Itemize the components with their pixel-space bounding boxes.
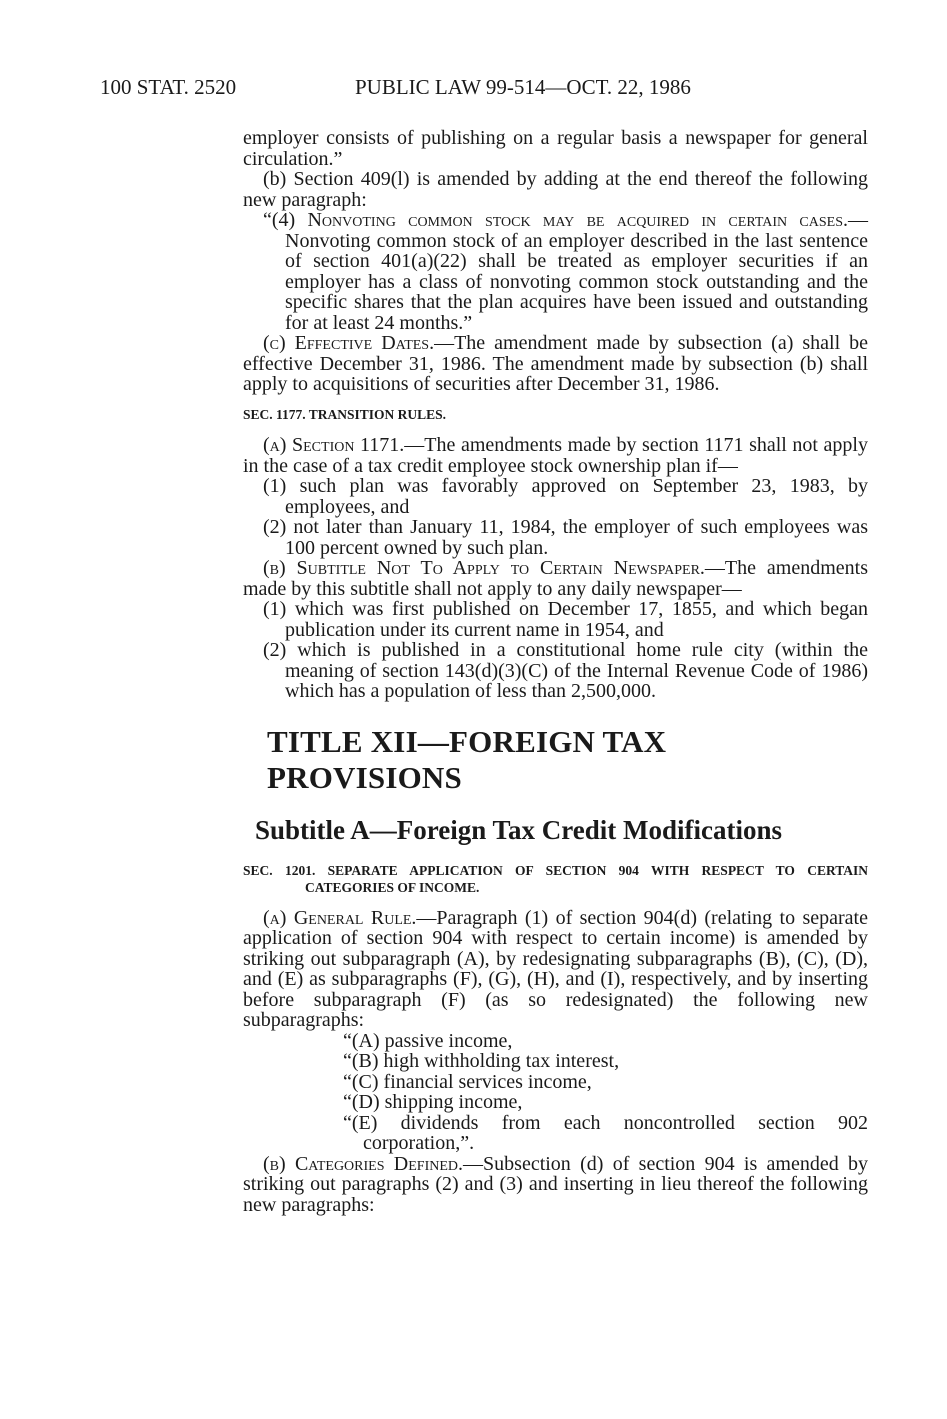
paragraph [243, 908, 868, 1031]
list-item: “(D) shipping income, [343, 1091, 523, 1113]
paragraph-text: —Paragraph (1) of section 904(d) (relating to separate application of section 904 with respect to certain income) is amended by striking out subparagraph (A), by redesignating subparagraphs (B), (C), (D), and (E) as subparagraphs (F), (G), (H), and (I), respectively, and by inserting before subparagraph (F) (as so redesignated) the following new subparagraphs: [243, 906, 868, 1031]
paragraph [243, 558, 868, 599]
paragraph [243, 1154, 868, 1216]
paragraph [243, 435, 868, 476]
paragraph-heading: (b) Categories Defined. [263, 1152, 464, 1175]
list-item: “(A) passive income, [343, 1029, 513, 1052]
paragraph [243, 333, 868, 395]
statute-page-number: 100 STAT. 2520 [100, 75, 237, 99]
running-head: PUBLIC LAW 99-514—OCT. 22, 1986 [355, 75, 691, 99]
section-heading: SEC. 1177. TRANSITION RULES. [243, 406, 447, 422]
list-item: “(E) dividends from each noncontrolled section 902 corporation,”. [343, 1111, 868, 1154]
paragraph-text: —The amendment made by subsection (a) shall be effective December 31, 1986. The amendment made by subsection (b) shall apply to acquisitions of securities after December 31, 1986. [243, 332, 868, 395]
paragraph: (2) not later than January 11, 1984, the employer of such employees was 100 percent owned by such plan. [263, 516, 868, 559]
paragraph: (2) which is published in a constitutional home rule city (within the meaning of section 143(d)(3)(C) of the Internal Revenue Code of 1986) which has a population of less than 2,500,000. [263, 639, 868, 702]
paragraph-heading: (c) Effective Dates. [263, 332, 435, 354]
paragraph-heading: “(4) Nonvoting common stock may be acquired in certain cases. [263, 209, 848, 231]
list-item: “(C) financial services income, [343, 1070, 592, 1093]
paragraph: (1) which was first published on December 17, 1855, and which began publication under its current name in 1954, and [263, 598, 868, 641]
section-heading: SEC. 1201. SEPARATE APPLICATION OF SECTION 904 WITH RESPECT TO CERTAIN CATEGORIES OF INCOME. [243, 862, 868, 895]
paragraph: employer consists of publishing on a regular basis a newspaper for general circulation.” [243, 127, 868, 170]
paragraph-heading: (a) Section [263, 434, 355, 456]
paragraph [243, 210, 868, 333]
document-body [243, 128, 868, 1215]
paragraph-text: —Nonvoting common stock of an employer described in the last sentence of section 401(a)(22) shall be treated as employer securities if an employer has a class of nonvoting common stock outstanding and the specific shares that the plan acquires have been issued and outstanding for at least 24 months.” [285, 209, 868, 334]
list-item: “(B) high withholding tax interest, [343, 1050, 620, 1072]
paragraph: (b) Section 409(l) is amended by adding at the end thereof the following new paragraph: [243, 168, 868, 211]
paragraph-heading: (a) General Rule. [263, 906, 417, 929]
title-heading: TITLE XII—FOREIGN TAX PROVISIONS [267, 723, 667, 795]
paragraph-text: —Subsection (d) of section 904 is amended by striking out paragraphs (2) and (3) and inserting in lieu thereof the following new paragraphs: [243, 1152, 869, 1216]
paragraph: (1) such plan was favorably approved on September 23, 1983, by employees, and [263, 475, 868, 518]
paragraph-heading: (b) Subtitle Not To Apply to Certain Newspaper. [263, 557, 705, 579]
paragraph-text: —The amendments made by this subtitle shall not apply to any daily newspaper— [243, 557, 868, 600]
subtitle-heading: Subtitle A—Foreign Tax Credit Modifications [255, 814, 783, 845]
paragraph-text: 1171.—The amendments made by section 1171 shall not apply in the case of a tax credit employee stock ownership plan if— [243, 434, 868, 477]
